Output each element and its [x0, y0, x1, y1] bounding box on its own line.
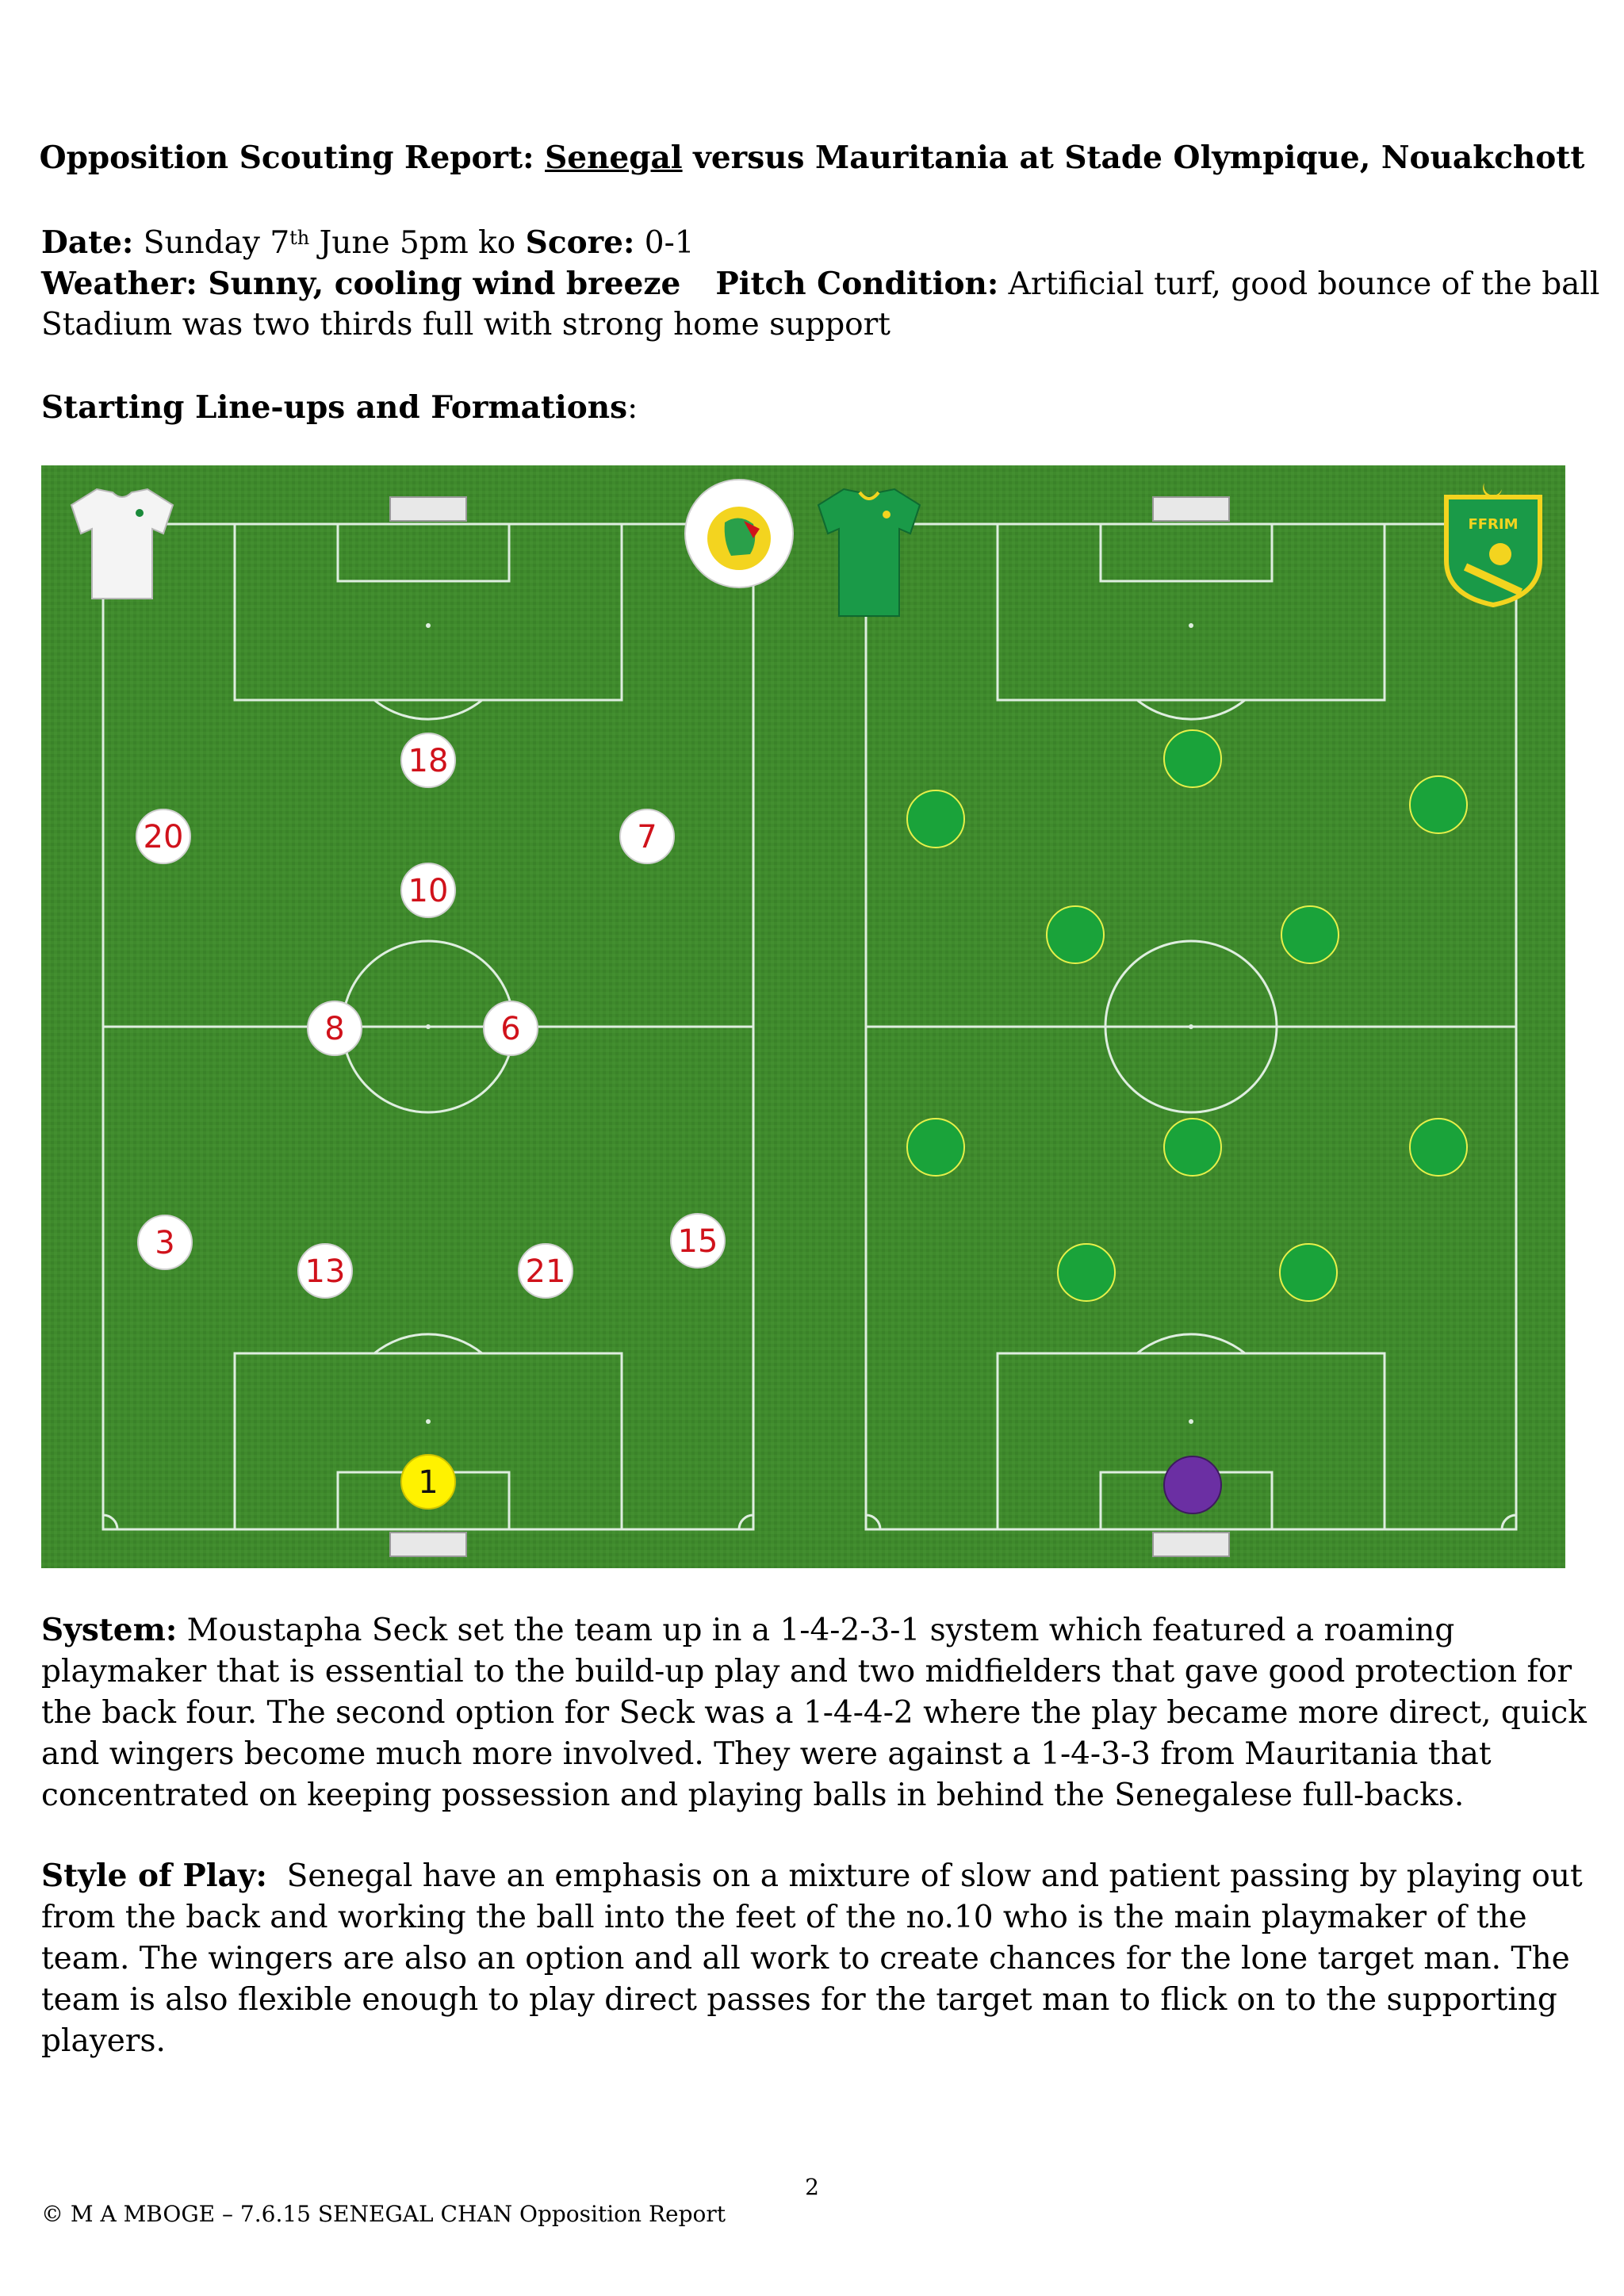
formation-diagram	[41, 465, 1565, 1568]
date-label: Date:	[41, 224, 134, 261]
system-paragraph	[41, 1609, 1607, 1816]
mauritania-player	[1047, 906, 1104, 963]
mauritania-player	[1410, 1119, 1467, 1176]
goal-top-left	[390, 497, 466, 521]
svg-text:3: 3	[155, 1225, 175, 1261]
pitch-background	[41, 465, 1565, 1568]
senegal-player-10	[401, 863, 455, 917]
mauritania-player	[1058, 1244, 1115, 1301]
svg-text:6: 6	[500, 1011, 521, 1047]
svg-text:21: 21	[525, 1253, 566, 1290]
style-text: Senegal have an emphasis on a mixture of slow and patient passing by playing out from the back and working the ball into the feet of the no.10 who is the main playmaker of the team. The wingers are also an option and all work to create chances for the lone target man. The team is also flexible enough to play direct passes for the target man to flick on to the supporting players.	[41, 1858, 1593, 2059]
mauritania-player	[1164, 730, 1221, 787]
goal-top-right	[1153, 497, 1229, 521]
goal-bottom-right	[1153, 1533, 1229, 1556]
senegal-player-6	[484, 1001, 538, 1055]
date-line: Date: Sunday 7th June 5pm ko Score: 0-1	[41, 224, 695, 261]
mauritania-ffrim-badge-icon	[1446, 483, 1540, 605]
svg-text:20: 20	[143, 819, 184, 855]
mauritania-player	[1281, 906, 1339, 963]
svg-text:7: 7	[637, 819, 657, 855]
senegal-player-18	[401, 733, 455, 787]
svg-text:15: 15	[677, 1223, 718, 1260]
weather-label: Weather: Sunny, cooling wind breeze	[41, 266, 681, 302]
svg-text:18: 18	[408, 743, 449, 779]
senegal-player-8	[308, 1001, 362, 1055]
svg-text:13: 13	[304, 1253, 346, 1290]
ffrim-badge-text: FFRIM	[1468, 516, 1519, 533]
senegal-federation-badge-icon	[685, 480, 793, 587]
stadium-line: Stadium was two thirds full with strong home support	[41, 307, 891, 342]
lineups-heading: Starting Line-ups and Formations:	[41, 389, 638, 426]
mauritania-player	[907, 1119, 964, 1176]
mauritania-player	[1164, 1119, 1221, 1176]
system-label: System:	[41, 1612, 178, 1648]
pitch-value: Artificial turf, good bounce of the ball	[998, 266, 1600, 302]
senegal-player-7	[620, 809, 674, 863]
footer: © M A MBOGE – 7.6.15 SENEGAL CHAN Opposition Report	[41, 2201, 726, 2227]
goal-bottom-left	[390, 1533, 466, 1556]
score-label: Score:	[525, 224, 635, 261]
weather-line	[41, 263, 1599, 305]
title-team: Senegal	[545, 140, 683, 176]
report-title: Opposition Scouting Report: Senegal versus Mauritania at Stade Olympique, Nouakchott	[39, 140, 1585, 176]
mauritania-player	[907, 790, 964, 848]
svg-text:10: 10	[408, 873, 449, 909]
style-label: Style of Play:	[41, 1858, 267, 1894]
senegal-player-3	[138, 1215, 192, 1269]
mauritania-player	[1410, 776, 1467, 833]
pitch-label: Pitch Condition:	[715, 266, 999, 302]
senegal-player-20	[136, 809, 190, 863]
mauritania-goalkeeper	[1164, 1456, 1221, 1513]
style-of-play-paragraph	[41, 1855, 1607, 2062]
svg-text:1: 1	[418, 1464, 439, 1501]
score-value: 0-1	[634, 225, 695, 261]
senegal-player-15	[671, 1214, 725, 1268]
senegal-player-21	[519, 1244, 573, 1298]
svg-text:8: 8	[324, 1011, 345, 1047]
senegal-player-13	[298, 1244, 352, 1298]
page-number: 2	[805, 2174, 819, 2200]
system-text: Moustapha Seck set the team up in a 1-4-2-3-1 system which featured a roaming playmaker that is essential to the build-up play and two midfielders that gave good protection for the back four. The second option for Seck was a 1-4-4-2 where the play became more direct, quick and wingers become much more involved. They were against a 1-4-3-3 from Mauritania that concentrated on keeping possession and playing balls in behind the Senegalese full-backs.	[41, 1613, 1587, 1813]
senegal-goalkeeper-1	[401, 1455, 455, 1509]
mauritania-player	[1280, 1244, 1337, 1301]
